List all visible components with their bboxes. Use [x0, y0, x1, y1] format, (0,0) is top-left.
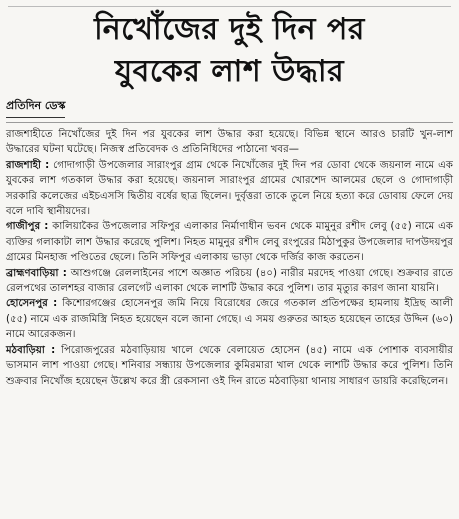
section-location: রাজশাহী : — [6, 159, 50, 171]
section-text: গোদাগাড়ী উপজেলার সারাংপুর গ্রাম থেকে নিখোঁজের দুই দিন পর ডোবা থেকে জয়নাল নামে এক যুবকের লাশ গতকাল উদ্ধার করা হয়েছে। জয়নাল সারাংপুর গ্রামের খোরশেদ আলমের ছেলে ও গোদাগাড়ী সরকারি কলেজের এইচএসসি দ্বিতীয় বর্ষের ছাত্র ছিলেন। দুর্বৃত্তরা তাকে তুলে নিয়ে হত্যা করে ডোবায় ফেলে দেয় বলে দাবি স্থানীয়দের। — [6, 159, 453, 218]
section-location: মঠবাড়িয়া : — [6, 344, 56, 356]
headline-line-1: নিখোঁজের দুই দিন পর — [94, 12, 365, 47]
byline: প্রতিদিন ডেস্ক — [6, 97, 65, 118]
section-rajshahi — [6, 158, 453, 220]
section-gazipur — [6, 219, 453, 265]
section-hossainpur — [6, 296, 453, 342]
headline-line-2: যুবকের লাশ উদ্ধার — [114, 54, 345, 89]
section-text: কালিয়াকৈর উপজেলার সফিপুর এলাকার নির্মাণাধীন ভবন থেকে মামুনুর রশীদ লেবু (৫৫) নামে এক ব্যক্তির গলাকাটা লাশ উদ্ধার করেছে পুলিশ। নিহত মামুনুর রশীদ লেবু রংপুরের মিঠাপুকুর উপজেলার দাপউদয়পুর গ্রামের মিনহাজ পণ্ডিতের ছেলে। তিনি সফিপুর এলাকায় ভাড়া থেকে দর্জির কাজ করতেন। — [6, 221, 453, 264]
section-mathbaria — [6, 343, 453, 389]
intro-paragraph: রাজশাহীতে নিখোঁজের দুই দিন পর যুবকের লাশ উদ্ধার করা হয়েছে। বিভিন্ন স্থানে আরও চারটি খুন-লাশ উদ্ধারের ঘটনা ঘটেছে। নিজস্ব প্রতিবেদক ও প্রতিনিধিদের পাঠানো খবর— — [6, 129, 453, 156]
section-location: ব্রাহ্মণবাড়িয়া : — [6, 267, 67, 279]
section-location: হোসেনপুর : — [6, 298, 58, 310]
section-text: পিরোজপুরের মঠবাড়িয়ায় খালে থেকে বেলায়েত হোসেন (৪৫) নামে এক পোশাক ব্যবসায়ীর ভাসমান লাশ পাওয়া গেছে। শনিবার সন্ধ্যায় উপজেলার কুমিরমারা খাল থেকে লাশটি উদ্ধার করে পুলিশ। তিনি শুক্রবার নিখোঁজ হয়েছেন উল্লেখ করে স্ত্রী রেকসানা ওই দিন রাতে মঠবাড়িয়া থানায় সাধারণ ডায়রি করেছিলেন। — [6, 344, 453, 387]
section-brahmanbaria — [6, 266, 453, 297]
top-divider — [8, 0, 451, 7]
byline-divider — [6, 122, 453, 123]
section-text: আশুগঞ্জে রেললাইনের পাশে অজ্ঞাত পরিচয় (৪০) নারীর মরদেহ পাওয়া গেছে। শুক্রবার রাতে রেলপথের তালশহর বাজার রেলগেট এলাকা থেকে লাশটি উদ্ধার করে পুলিশ। তার মৃত্যুর কারণ জানা যায়নি। — [6, 267, 453, 295]
headline — [0, 9, 459, 93]
section-text: কিশোরগঞ্জের হোসেনপুর জমি নিয়ে বিরোধের জেরে গতকাল প্রতিপক্ষের হামলায় ইদ্রিছ আলী (৫৫) নামে এক রাজমিস্ত্রি নিহত হয়েছেন বলে জানা গেছে। এ সময় গুরুতর আহত হয়েছেন তাহের উদ্দিন (৬০) নামে আরেকজন। — [6, 298, 453, 341]
section-location: গাজীপুর : — [6, 221, 49, 233]
article-body — [6, 127, 453, 389]
